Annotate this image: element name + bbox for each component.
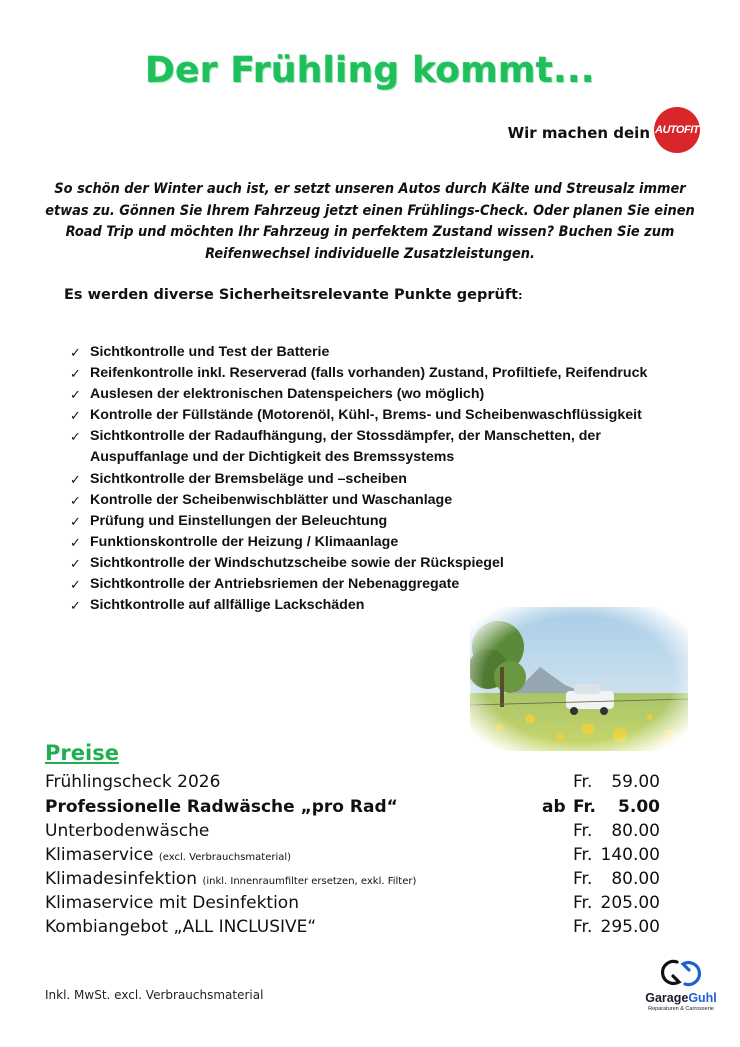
checkmark-icon: ✓ [70, 429, 81, 445]
check-item-label: Kontrolle der Scheibenwischblätter und Waschanlage [90, 491, 453, 508]
price-item-label: Klimaservice mit Desinfektion [45, 893, 299, 913]
price-item-label: Klimaservice [45, 845, 154, 865]
price-amount: 205.00 [600, 893, 660, 913]
check-item [70, 469, 710, 490]
check-item-label: Sichtkontrolle der Bremsbeläge und –scheiben [90, 470, 407, 487]
checkmark-icon: ✓ [70, 577, 81, 593]
check-item-label: Auslesen der elektronischen Datenspeichers (wo möglich) [90, 386, 485, 403]
price-item-name [45, 893, 299, 913]
autofit-logo [654, 107, 700, 153]
check-item [70, 532, 710, 553]
checkmark-icon: ✓ [70, 366, 81, 382]
price-prefix: ab [542, 797, 566, 817]
intro-paragraph: So schön der Winter auch ist, er setzt unseren Autos durch Kälte und Streusalz immer etwas zu. Gönnen Sie Ihrem Fahrzeug jetzt einen Frühlings-Check. Oder planen Sie einen Road Trip und möchten Ihr Fahrzeug in perfektem Zustand wissen? Buchen Sie zum Reifenwechsel individuelle Zusatzleistungen. [45, 181, 695, 262]
price-currency: Fr. [573, 893, 593, 913]
checkmark-icon: ✓ [70, 513, 81, 529]
price-amount: 295.00 [600, 917, 660, 937]
price-currency: Fr. [573, 772, 593, 792]
price-item-name [45, 845, 291, 865]
price-item-note: (excl. Verbrauchsmaterial) [158, 852, 292, 863]
spring-meadow-car-photo [470, 607, 688, 751]
check-item-label: Kontrolle der Füllstände (Motorenöl, Kühl-, Brems- und Scheibenwaschflüssigkeit [90, 407, 642, 424]
checkmark-icon: ✓ [70, 345, 81, 360]
garage-guhl-logo [636, 958, 726, 1020]
check-item [70, 553, 710, 574]
price-amount: 140.00 [600, 845, 660, 865]
company-name-part2: Guhl [688, 991, 717, 1005]
check-item-label: Reifenkontrolle inkl. Reserverad (falls vorhanden) Zustand, Profiltiefe, Reifendruck [90, 365, 648, 382]
price-item-name [45, 797, 398, 817]
price-row [45, 893, 660, 917]
price-item-name [45, 821, 209, 841]
check-item-label: Funktionskontrolle der Heizung / Klimaanlage [90, 533, 399, 550]
check-item [70, 384, 710, 405]
checkmark-icon: ✓ [70, 534, 81, 550]
price-currency: Fr. [573, 845, 593, 865]
check-item-label: Prüfung und Einstellungen der Beleuchtung [90, 512, 388, 529]
price-item-label: Klimadesinfektion [45, 869, 198, 889]
price-item-label: Professionelle Radwäsche „pro Rad“ [45, 797, 398, 817]
price-row [45, 917, 660, 941]
price-currency: Fr. [573, 821, 593, 841]
price-row [45, 797, 660, 821]
checks-heading-colon: : [518, 289, 523, 302]
check-item-label: Sichtkontrolle der Windschutzscheibe sowie der Rückspiegel [90, 554, 504, 571]
tagline-text: Wir machen dein [507, 124, 650, 142]
autofit-logo-text: AUTOFIT [655, 124, 699, 136]
company-name-part1: Garage [645, 991, 689, 1005]
price-item-name [45, 917, 316, 937]
checkmark-icon: ✓ [70, 471, 81, 487]
check-item [70, 342, 710, 363]
check-item [70, 490, 710, 511]
check-item [70, 426, 650, 468]
price-amount: 59.00 [611, 772, 660, 792]
price-item-name [45, 772, 220, 792]
checkmark-icon: ✓ [70, 598, 81, 614]
company-subtitle: Reparaturen & Carrosserie [648, 1006, 714, 1012]
price-item-label: Frühlingscheck 2026 [45, 772, 221, 792]
price-row [45, 772, 660, 796]
price-currency: Fr. [573, 869, 593, 889]
price-item-label: Unterbodenwäsche [45, 821, 210, 841]
check-item [70, 574, 710, 595]
check-item [70, 511, 710, 532]
autofit-tagline [508, 113, 700, 153]
price-item-note: (inkl. Innenraumfilter ersetzen, exkl. Filter) [202, 876, 417, 887]
checkmark-icon: ✓ [70, 555, 81, 571]
check-item [70, 363, 710, 384]
check-item-label: Sichtkontrolle der Antriebsriemen der Nebenaggregate [90, 576, 460, 593]
company-name [636, 991, 726, 1005]
checks-heading-text: Es werden diverse Sicherheitsrelevante Punkte geprüft [64, 287, 519, 303]
checkmark-icon: ✓ [70, 408, 81, 424]
price-currency: Fr. [573, 797, 596, 817]
check-list [70, 342, 710, 616]
price-amount: 5.00 [618, 797, 660, 817]
price-row [45, 845, 660, 869]
check-item [70, 405, 710, 426]
check-item-label: Sichtkontrolle der Radaufhängung, der Stossdämpfer, der Manschetten, der Auspuffanlage und der Dichtigkeit des Bremssystems [90, 428, 601, 466]
price-currency: Fr. [573, 917, 593, 937]
price-item-name [45, 869, 416, 889]
page-title: Der Frühling kommt... [145, 50, 595, 91]
price-amount: 80.00 [611, 821, 660, 841]
check-item-label: Sichtkontrolle und Test der Batterie [90, 344, 330, 360]
prices-heading: Preise [45, 741, 119, 765]
garage-guhl-emblem-icon [657, 958, 705, 988]
footnote: Inkl. MwSt. excl. Verbrauchsmaterial [45, 988, 264, 1002]
checks-heading [64, 287, 522, 303]
checkmark-icon: ✓ [70, 387, 81, 403]
price-row [45, 869, 660, 893]
price-row [45, 821, 660, 845]
price-item-label: Kombiangebot „ALL INCLUSIVE“ [45, 917, 317, 937]
checkmark-icon: ✓ [70, 492, 81, 508]
price-amount: 80.00 [611, 869, 660, 889]
check-item-label: Sichtkontrolle auf allfällige Lackschäden [90, 597, 365, 614]
